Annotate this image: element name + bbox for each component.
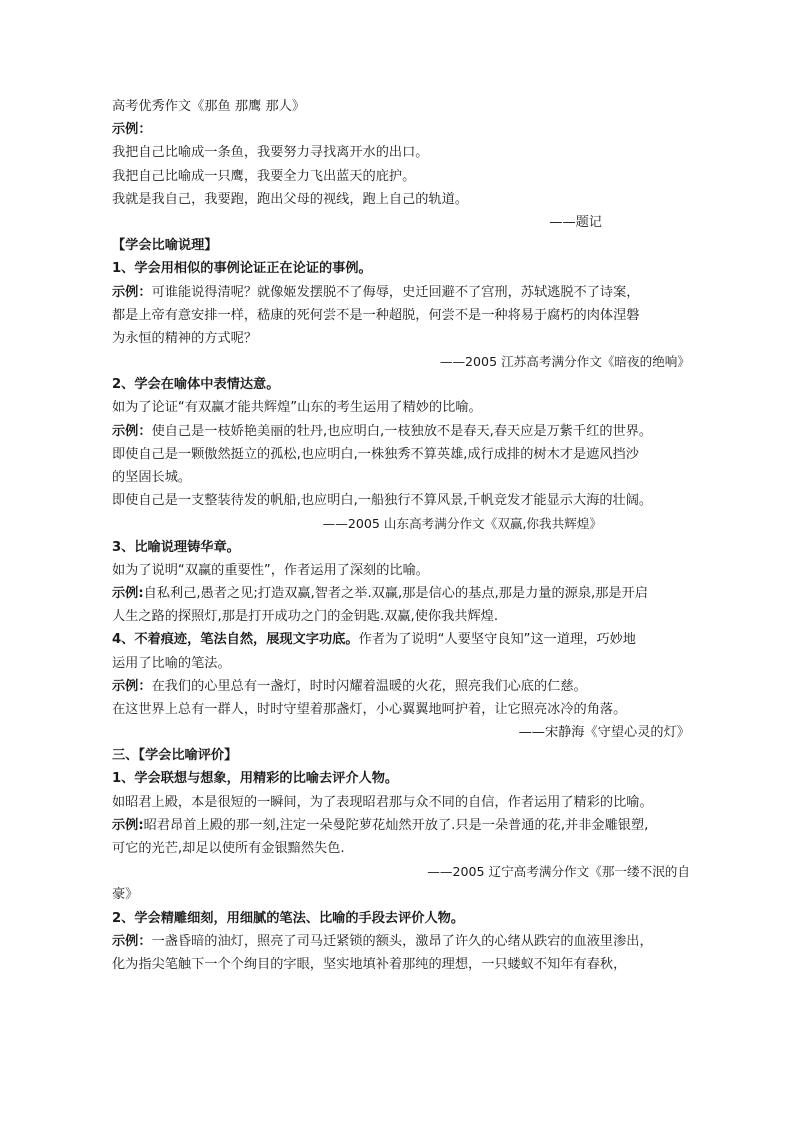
text-line: [112, 814, 690, 837]
text-line: [112, 930, 690, 953]
bold-text: 示例：: [112, 933, 152, 949]
text-line: [112, 281, 690, 304]
text-span: ——宋静海《守望心灵的灯》: [518, 725, 690, 741]
bold-text: 2、学会在喻体中表情达意。: [112, 377, 280, 393]
document-body: [112, 95, 690, 976]
text-line: [112, 165, 690, 188]
text-span: 的坚固长城。: [112, 470, 192, 485]
text-line: [112, 188, 690, 211]
text-span: 在这世界上总有一群人，时时守望着那盏灯，小心翼翼地呵护着，让它照亮冰冷的角落。: [112, 701, 627, 717]
text-span: 都是上帝有意安排一样，嵇康的死何尝不是一种超脱，何尝不是一种将易于腐朽的肉体涅磐: [112, 307, 640, 323]
text-line: [112, 953, 690, 976]
text-line: [112, 907, 690, 930]
text-span: 如为了论证“有双赢才能共辉煌”山东的考生运用了精妙的比喻。: [112, 400, 482, 416]
text-span: ——2005 辽宁高考满分作文《那一缕不泯的自: [427, 864, 690, 880]
text-line: [112, 350, 690, 373]
text-line: [112, 675, 690, 698]
text-span: 高考优秀作文《那鱼 那鹰 那人》: [112, 99, 306, 114]
text-span: ——2005 江苏高考满分作文《暗夜的绝响》: [439, 354, 690, 370]
text-line: [112, 628, 690, 651]
text-line: [112, 466, 690, 489]
text-line: [112, 791, 690, 814]
text-line: [112, 211, 690, 234]
text-span: 为永恒的精神的方式呢？: [112, 330, 258, 346]
text-span: 我把自己比喻成一只鹰，我要全力飞出蓝天的庇护。: [112, 168, 416, 184]
text-span: 人生之路的探照灯,那是打开成功之门的金钥匙.双赢,使你我共辉煌.: [112, 609, 499, 625]
bold-text: 1、学会用相似的事例论证正在论证的事例。: [112, 261, 372, 277]
bold-text: 2、学会精雕细刻，用细腻的笔法、比喻的手段去评价人物。: [112, 910, 465, 926]
text-span: 即使自己是一支整装待发的帆船,也应明白,一船独行不算风景,千帆竞发才能显示大海的壮阔。: [112, 493, 653, 509]
bold-text: 1、学会联想与想象，用精彩的比喻去评介人物。: [112, 771, 399, 787]
bold-text: 3、比喻说理铸华章。: [112, 539, 240, 555]
text-line: [112, 605, 690, 628]
text-span: 我把自己比喻成一条鱼，我要努力寻找离开水的出口。: [112, 145, 429, 161]
text-line: [112, 744, 690, 767]
bold-text: 三、【学会比喻评价】: [112, 748, 238, 764]
text-span: 如昭君上殿，本是很短的一瞬间，为了表现昭君那与众不同的自信，作者运用了精彩的比喻。: [112, 794, 653, 810]
text-line: [112, 396, 690, 419]
text-span: 昭君昂首上殿的那一刻,注定一朵曼陀萝花灿然开放了.只是一朵普通的花,并非金雕银塑,: [143, 817, 649, 833]
bold-text: 示例:: [112, 585, 144, 601]
text-span: 即使自己是一颗傲然挺立的孤松,也应明白,一株独秀不算英雄,成行成排的树木才是遮风挡沙: [112, 446, 639, 462]
text-line: [112, 257, 690, 280]
text-line: [112, 141, 690, 164]
bold-text: 示例：: [112, 122, 152, 138]
bold-text: 4、不着痕迹，笔法自然，展现文字功底。: [112, 632, 359, 648]
text-line: [112, 304, 690, 327]
text-span: 可它的光芒,却足以使所有金银黯然失色.: [112, 841, 345, 856]
text-line: [112, 767, 690, 790]
text-line: [112, 512, 690, 535]
text-span: 一盏昏暗的油灯，照亮了司马迁紧锁的额头，激昂了许久的心绪从跌宕的血液里渗出，: [151, 933, 653, 949]
text-line: [112, 559, 690, 582]
text-span: 在我们的心里总有一盏灯，时时闪耀着温暖的火花，照亮我们心底的仁慈。: [151, 678, 587, 694]
text-span: 运用了比喻的笔法。: [112, 655, 231, 671]
text-line: [112, 698, 690, 721]
text-span: 豪》: [112, 887, 139, 903]
text-line: [112, 234, 690, 257]
text-span: 我就是我自己，我要跑，跑出父母的视线，跑上自己的轨道。: [112, 191, 469, 207]
text-line: [112, 837, 690, 860]
text-line: [112, 95, 690, 118]
text-line: [112, 489, 690, 512]
text-span: 作者为了说明“人要坚守良知”这一道理，巧妙地: [358, 632, 636, 648]
text-line: [112, 652, 690, 675]
text-line: [112, 536, 690, 559]
text-line: [112, 860, 690, 883]
bold-text: 【学会比喻说理】: [112, 238, 218, 254]
text-line: [112, 721, 690, 744]
text-span: ——2005 山东高考满分作文《双赢,你我共辉煌》: [322, 516, 602, 532]
text-line: [112, 443, 690, 466]
text-line: [112, 420, 690, 443]
bold-text: 示例:: [112, 817, 144, 833]
text-span: 自私利己,愚者之见;打造双赢,智者之举.双赢,那是信心的基点,那是力量的源泉,那是开启: [143, 585, 648, 601]
text-span: ——题记: [549, 214, 602, 230]
bold-text: 示例：: [112, 284, 152, 300]
text-line: [112, 373, 690, 396]
text-span: 化为指尖笔触下一个个绚目的字眼，坚实地填补着那纯的理想，一只蝼蚁不知年有春秋，: [112, 956, 627, 972]
text-span: 使自己是一枝娇艳美丽的牡丹,也应明白,一枝独放不是春天,春天应是万紫千红的世界。: [151, 423, 653, 439]
text-line: [112, 327, 690, 350]
text-line: [112, 582, 690, 605]
bold-text: 示例：: [112, 423, 152, 439]
text-span: 可谁能说得清呢？就像姬发摆脱不了侮辱，史迁回避不了宫刑，苏轼逃脱不了诗案，: [151, 284, 640, 300]
bold-text: 示例：: [112, 678, 152, 694]
text-line: [112, 883, 690, 906]
text-line: [112, 118, 690, 141]
text-span: 如为了说明“双赢的重要性”，作者运用了深刻的比喻。: [112, 562, 429, 578]
